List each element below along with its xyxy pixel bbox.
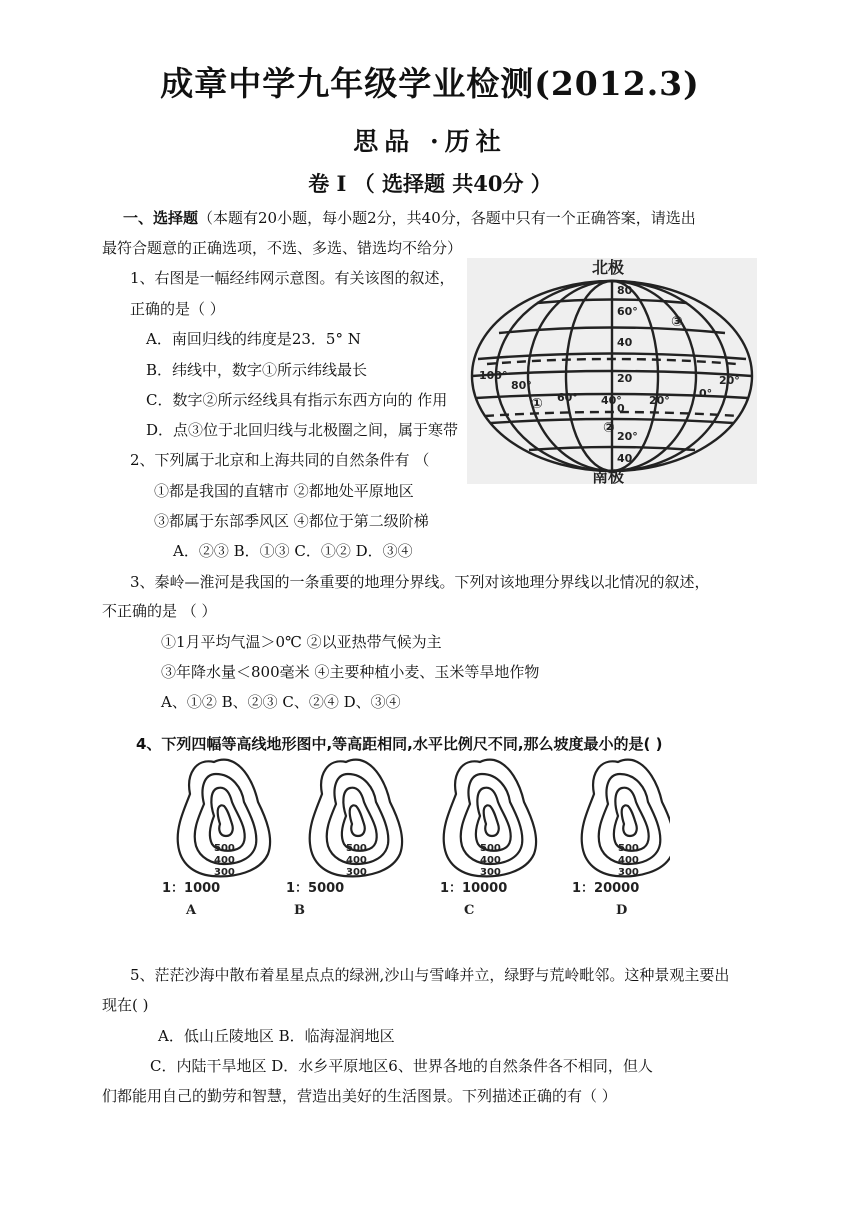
q3-stem-2: 不正确的是 （ ） (102, 602, 217, 620)
marker-2: ② (603, 420, 615, 436)
lon-label: 0° (699, 387, 713, 400)
q3-items-2: ③年降水量＜800毫米 ④主要种植小麦、玉米等旱地作物 (161, 663, 540, 681)
q5-options-2-text: C．内陆干旱地区 D．水乡平原地区 (150, 1057, 389, 1075)
section-heading: 一、选择题 (123, 209, 199, 227)
lat-label: 40 (617, 452, 633, 465)
lat-label: 60° (617, 305, 638, 318)
q2-stem: 2、下列属于北京和上海共同的自然条件有 （ (130, 451, 430, 469)
lon-label: 40° (601, 394, 622, 407)
contour-label-300: 300 (214, 867, 235, 878)
page-title: 成章中学九年级学业检测(2012.3) (160, 64, 700, 103)
section-instruction-1 (123, 207, 696, 228)
lat-label: 20 (617, 372, 633, 385)
q6-stem-2: 们都能用自己的勤劳和智慧，营造出美好的生活图景。下列描述正确的有（ ） (102, 1087, 617, 1105)
subject-subtitle: 思品 ·历社 (353, 127, 507, 156)
q1-stem-1: 1、右图是一幅经纬网示意图。有关该图的叙述， (130, 269, 455, 287)
map-letter: A (186, 903, 197, 918)
map-scale: 1：20000 (572, 881, 640, 896)
q3-items-1: ①1月平均气温＞0℃ ②以亚热带气候为主 (161, 633, 442, 651)
contour-label-400: 400 (214, 855, 235, 866)
contour-label-500: 500 (618, 843, 639, 854)
map-letter: B (294, 903, 305, 918)
lon-label: 60° (557, 391, 578, 404)
contour-label-400: 400 (346, 855, 367, 866)
q3-stem-1: 3、秦岭—淮河是我国的一条重要的地理分界线。下列对该地理分界线以北情况的叙述， (130, 573, 710, 591)
contour-label-400: 400 (480, 855, 501, 866)
q6-stem-1: 6、世界各地的自然条件各不相同，但人 (388, 1057, 653, 1075)
q2-items-2: ③都属于东部季风区 ④都位于第二级阶梯 (154, 512, 429, 530)
lon-label: 100° (479, 369, 508, 382)
q1-option-b: B．纬线中，数字①所示纬线最长 (146, 361, 368, 379)
volume-heading: 卷 Ⅰ （ 选择题 共40分 ） (308, 171, 552, 196)
graticule-figure (467, 258, 757, 484)
q4-stem: 4、下列四幅等高线地形图中,等高距相同,水平比例尺不同,那么坡度最小的是( ) (136, 735, 663, 753)
contour-label-300: 300 (480, 867, 501, 878)
lon-label: 20° (719, 374, 740, 387)
q1-option-c: C．数字②所示经线具有指示东西方向的 作用 (146, 391, 448, 409)
q1-option-a: A．南回归线的纬度是23．5° N (146, 330, 361, 348)
south-pole-label: 南极 (592, 467, 625, 484)
contour-label-400: 400 (618, 855, 639, 866)
q2-items-1: ①都是我国的直辖市 ②都地处平原地区 (154, 482, 414, 500)
map-letter: C (464, 903, 475, 918)
lat-label: 0 (617, 402, 625, 415)
marker-3: ③ (671, 314, 683, 330)
lat-label: 20° (617, 430, 638, 443)
map-scale: 1：1000 (162, 881, 221, 896)
q1-option-d: D．点③位于北回归线与北极圈之间，属于寒带 (146, 421, 459, 439)
contour-label-500: 500 (346, 843, 367, 854)
marker-1: ① (531, 396, 543, 412)
contour-label-300: 300 (618, 867, 639, 878)
map-scale: 1：10000 (440, 881, 508, 896)
contour-maps-figure (150, 752, 670, 922)
q5-options-2 (150, 1055, 653, 1076)
north-pole-label: 北极 (592, 258, 625, 277)
map-letter: D (616, 903, 628, 918)
q2-options: A．②③ B．①③ C．①② D．③④ (173, 542, 413, 560)
q5-stem-2: 现在( ) (102, 996, 149, 1014)
lat-label: 40 (617, 336, 633, 349)
instruction-text-1: （本题有20小题，每小题2分，共40分，各题中只有一个正确答案，请选出 (198, 209, 696, 227)
contour-label-500: 500 (214, 843, 235, 854)
lon-label: 80° (511, 379, 532, 392)
section-instruction-2: 最符合题意的正确选项，不选、多选、错选均不给分） (102, 239, 463, 257)
contour-label-500: 500 (480, 843, 501, 854)
q5-stem-1: 5、茫茫沙海中散布着星星点点的绿洲,沙山与雪峰并立，绿野与荒岭毗邻。这种景观主要出 (130, 966, 730, 984)
lat-label: 80 (617, 284, 633, 297)
q1-stem-2: 正确的是（ ） (130, 300, 225, 318)
q5-options-1: A．低山丘陵地区 B．临海湿润地区 (158, 1027, 395, 1045)
map-scale: 1：5000 (286, 881, 345, 896)
contour-label-300: 300 (346, 867, 367, 878)
q3-options: A、①② B、②③ C、②④ D、③④ (161, 693, 401, 711)
lon-label: 20° (649, 394, 670, 407)
